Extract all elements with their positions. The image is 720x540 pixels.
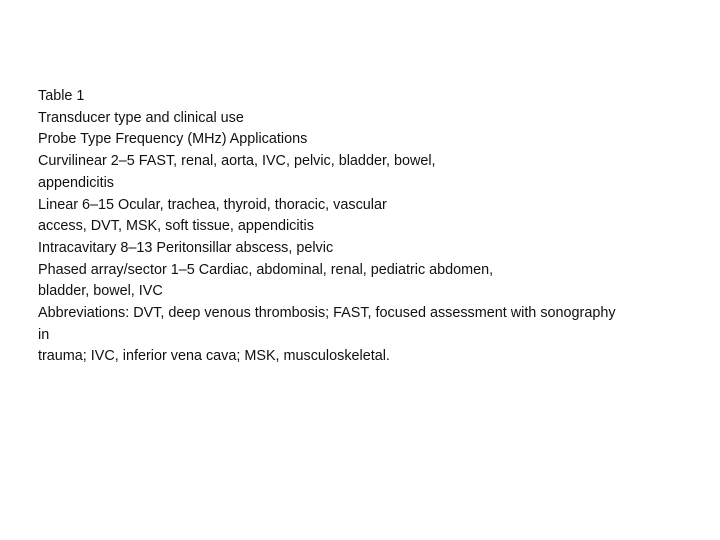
- abbreviations-line-end: trauma; IVC, inferior vena cava; MSK, musculoskeletal.: [38, 348, 390, 365]
- table-row-linear-cont: access, DVT, MSK, soft tissue, appendicitis: [38, 218, 314, 235]
- table-row-phased-array-cont: bladder, bowel, IVC: [38, 283, 163, 300]
- table-text-block: [38, 86, 708, 368]
- table-title: Transducer type and clinical use: [38, 109, 244, 126]
- table-row-curvilinear: Curvilinear 2–5 FAST, renal, aorta, IVC, pelvic, bladder, bowel,: [38, 153, 436, 170]
- table-row-intracavitary: Intracavitary 8–13 Peritonsillar abscess, pelvic: [38, 239, 334, 256]
- abbreviations-line: Abbreviations: DVT, deep venous thrombosis; FAST, focused assessment with sonography: [38, 305, 616, 322]
- table-label: Table 1: [38, 88, 85, 104]
- table-row-phased-array: Phased array/sector 1–5 Cardiac, abdominal, renal, pediatric abdomen,: [38, 261, 494, 278]
- table-row-curvilinear-cont: appendicitis: [38, 174, 115, 191]
- abbreviations-line-cont: in: [38, 326, 50, 343]
- table-header-row: Probe Type Frequency (MHz) Applications: [38, 131, 308, 148]
- table-row-linear: Linear 6–15 Ocular, trachea, thyroid, thoracic, vascular: [38, 196, 387, 213]
